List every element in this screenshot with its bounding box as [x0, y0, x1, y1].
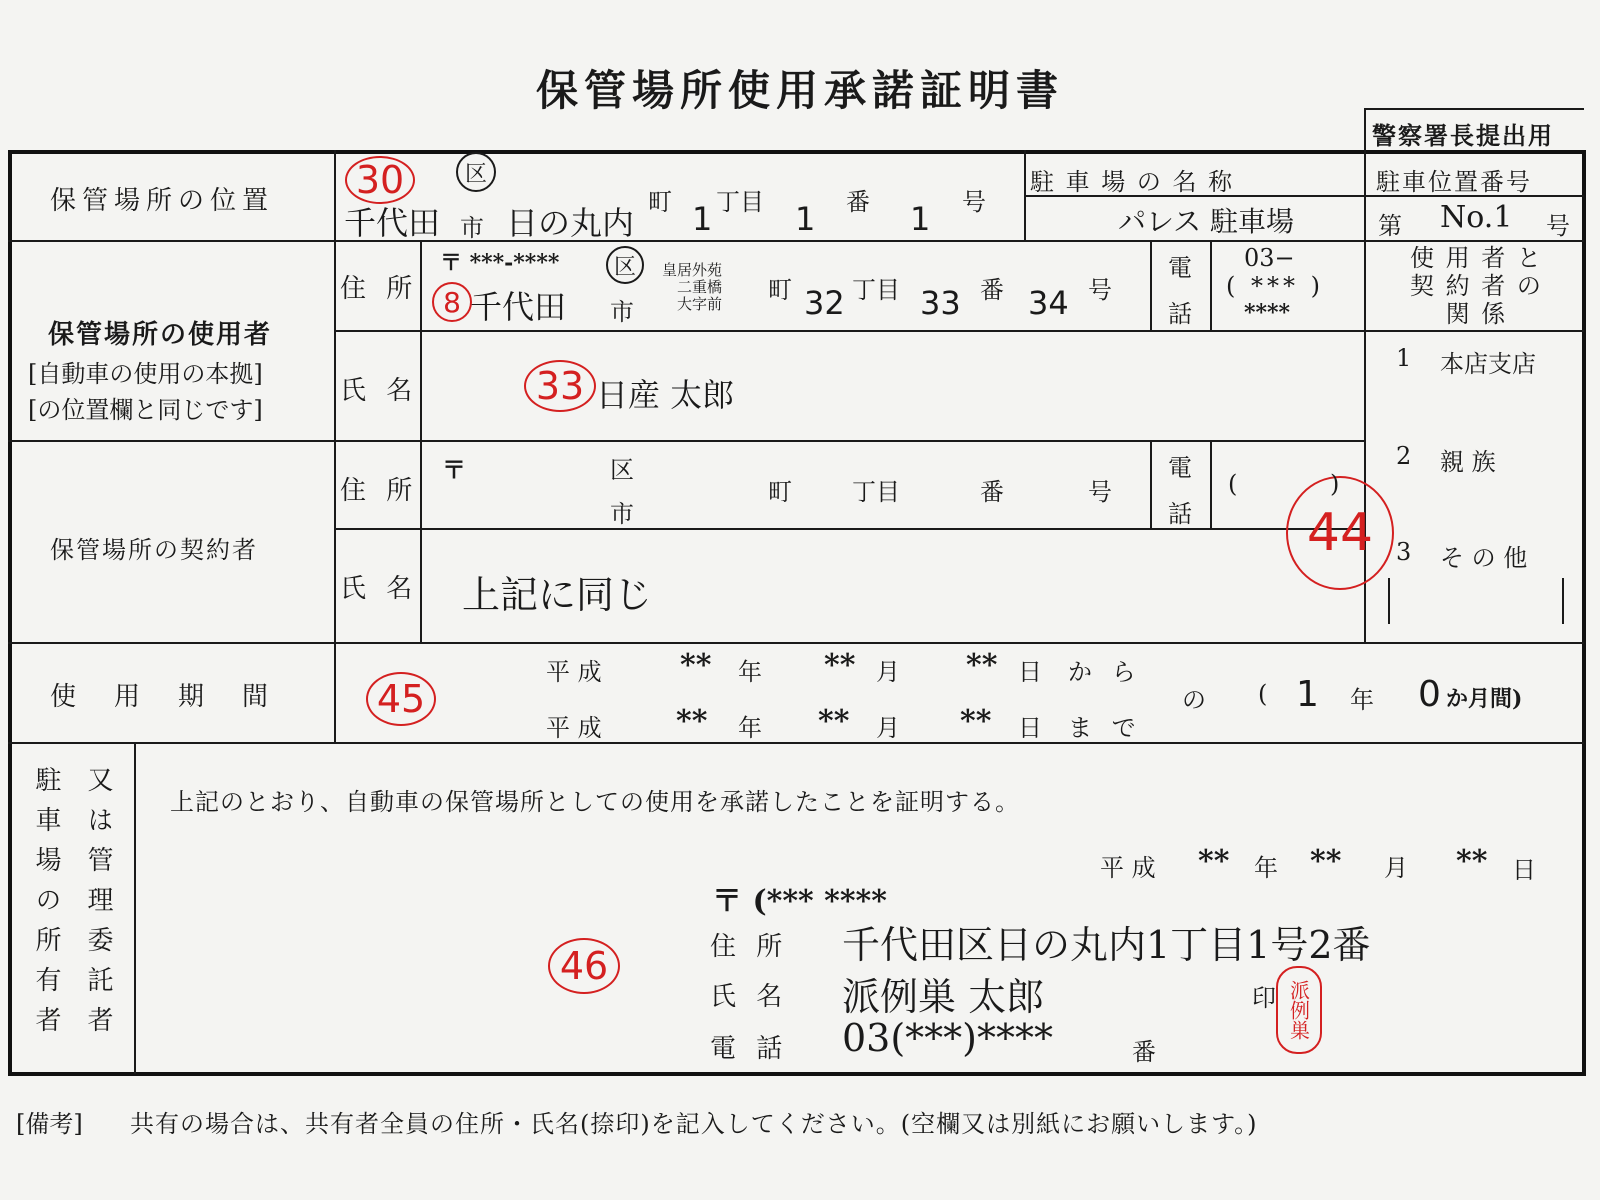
owner-phone-label: 電 話: [710, 1034, 789, 1064]
owner-date-year-unit: 年: [1254, 854, 1278, 882]
marker-30: 30: [345, 156, 415, 204]
owner-name-label: 氏 名: [710, 982, 789, 1012]
period-row2-era: 平 成: [546, 714, 602, 742]
location-go: 1: [910, 200, 931, 238]
user-phone-label-1: 電: [1168, 254, 1192, 282]
user-go-unit: 号: [1088, 276, 1112, 304]
period-row2-day-unit: 日: [1018, 714, 1042, 742]
relation-opt3-num: 3: [1396, 538, 1412, 566]
user-ban: 33: [920, 284, 961, 322]
period-paren-open: (: [1258, 680, 1268, 708]
contractor-address-label: 住 所: [340, 476, 419, 506]
marker-45: 45: [366, 672, 436, 726]
relation-label: 使 用 者 と 契 約 者 の 関 係: [1410, 244, 1543, 328]
user-section-label: 保管場所の使用者: [48, 320, 273, 350]
user-phone-line2: ( *** ): [1226, 272, 1324, 300]
user-ban-unit: 番: [980, 276, 1004, 304]
owner-statement: 上記のとおり、自動車の保管場所としての使用を承諾したことを証明する。: [170, 788, 1020, 816]
location-ban-unit: 番: [846, 188, 870, 216]
user-shi: 市: [610, 298, 634, 326]
location-city: 千代田: [344, 204, 441, 242]
period-row1-month-unit: 月: [876, 658, 900, 686]
period-years: 1: [1296, 674, 1319, 715]
contractor-machi: 町: [768, 478, 792, 506]
contractor-shi: 市: [610, 500, 634, 528]
period-row1-day: **: [966, 648, 998, 683]
period-row2-suffix: ま で: [1068, 714, 1142, 742]
user-note-line1: [自動車の使用の本拠]: [28, 360, 263, 388]
parking-name-value: パレス 駐車場: [1118, 205, 1295, 238]
location-town: 日の丸内: [506, 204, 635, 242]
contractor-ku: 区: [610, 456, 634, 484]
owner-date-day: **: [1456, 844, 1488, 879]
period-label: 使 用 期 間: [50, 682, 275, 712]
location-chome-unit: 丁目: [716, 188, 764, 216]
owner-date-day-unit: 日: [1512, 856, 1536, 884]
remarks-text: 共有の場合は、共有者全員の住所・氏名(捺印)を記入してください。(空欄又は別紙にお願いします。): [130, 1110, 1258, 1138]
marker-44: 44: [1286, 476, 1394, 590]
user-go: 34: [1028, 284, 1069, 322]
contractor-section-label: 保管場所の契約者: [50, 536, 258, 564]
owner-phone-suffix: 番: [1132, 1038, 1156, 1066]
period-row1-era: 平 成: [546, 658, 602, 686]
owner-address-value: 千代田区日の丸内1丁目1号2番: [842, 923, 1371, 967]
parking-number-suffix: 号: [1546, 212, 1570, 240]
user-note-line2: [の位置欄と同じです]: [28, 396, 263, 424]
relation-opt1-num: 1: [1396, 344, 1412, 372]
user-machi: 町: [768, 276, 792, 304]
parking-number-prefix: 第: [1378, 212, 1402, 240]
contractor-chome-unit: 丁目: [852, 478, 900, 506]
period-row2-day: **: [960, 704, 992, 739]
relation-opt3-text: そ の 他: [1440, 544, 1528, 572]
contractor-name-value: 上記に同じ: [462, 573, 653, 617]
period-row2-year: **: [676, 704, 708, 739]
period-row1-day-unit: 日: [1018, 658, 1042, 686]
contractor-ban-unit: 番: [980, 478, 1004, 506]
period-row1-year: **: [680, 648, 712, 683]
police-submission-label: 警察署長提出用: [1372, 121, 1554, 150]
remarks-label: [備考]: [16, 1110, 83, 1138]
period-row2-month-unit: 月: [876, 714, 900, 742]
period-row1-year-unit: 年: [738, 658, 762, 686]
user-phone-line1: 03−: [1244, 244, 1295, 272]
relation-opt2-num: 2: [1396, 442, 1412, 470]
parking-number-label: 駐車位置番号: [1376, 168, 1532, 196]
user-phone-line3: ****: [1244, 300, 1291, 326]
parking-name-label: 駐 車 場 の 名 称: [1030, 168, 1235, 196]
contractor-phone-label-2: 話: [1168, 500, 1192, 528]
user-chome: 32: [804, 284, 845, 322]
period-row1-suffix: か ら: [1068, 658, 1142, 686]
contractor-phone-close: ): [1330, 470, 1340, 498]
user-phone-label-2: 話: [1168, 300, 1192, 328]
location-ban: 1: [795, 200, 816, 238]
user-address-label: 住 所: [340, 274, 419, 304]
contractor-phone-label-1: 電: [1168, 454, 1192, 482]
contractor-postal: 〒: [442, 455, 466, 484]
period-row1-month: **: [824, 648, 856, 683]
relation-other-bracket: [1388, 578, 1564, 624]
owner-postal: 〒 (*** ****: [712, 884, 887, 919]
period-row2-month: **: [818, 704, 850, 739]
user-postal: 〒 ***-****: [440, 250, 560, 276]
owner-side-label-col2: 又は管理委託者: [83, 766, 113, 1046]
owner-date-month-unit: 月: [1384, 854, 1408, 882]
owner-name-value: 派例巣 太郎: [842, 975, 1045, 1019]
user-ku-circle-icon: 区: [606, 246, 644, 284]
location-go-unit: 号: [962, 188, 986, 216]
period-months: 0: [1418, 674, 1441, 715]
relation-opt1-text: 本店支店: [1440, 350, 1536, 378]
period-no: の: [1182, 686, 1206, 714]
relation-opt2-text: 親 族: [1440, 448, 1496, 476]
user-chome-unit: 丁目: [852, 276, 900, 304]
location-label: 保管場所の位置: [50, 186, 275, 216]
period-years-unit: 年: [1350, 686, 1374, 714]
marker-33: 33: [524, 360, 596, 412]
contractor-name-label: 氏 名: [340, 574, 419, 604]
marker-8: 8: [432, 282, 472, 322]
owner-date-year: **: [1198, 844, 1230, 879]
owner-seal-label: 印: [1252, 984, 1276, 1012]
marker-46: 46: [548, 938, 620, 994]
owner-phone-value: 03(***)****: [842, 1016, 1054, 1060]
user-area: 皇居外苑 二重橋 大字前: [662, 261, 723, 313]
contractor-go-unit: 号: [1088, 478, 1112, 506]
location-chome: 1: [692, 200, 713, 238]
document-title: 保管場所使用承諾証明書: [535, 66, 1064, 115]
user-city: 千代田: [470, 288, 567, 326]
location-machi: 町: [648, 188, 672, 216]
user-name-label: 氏 名: [340, 376, 419, 406]
period-months-unit: か月間): [1446, 686, 1523, 712]
ku-circle-icon: 区: [456, 152, 496, 192]
seal-stamp-icon: 派例巣: [1276, 966, 1322, 1054]
period-row2-year-unit: 年: [738, 714, 762, 742]
owner-side-label-col1: 駐車場の所有者: [31, 766, 61, 1046]
user-name-value: 日産 太郎: [596, 376, 735, 414]
owner-date-month: **: [1310, 844, 1342, 879]
owner-date-era: 平 成: [1100, 854, 1156, 882]
contractor-phone-open: (: [1228, 470, 1238, 498]
location-shi: 市: [460, 214, 484, 242]
owner-address-label: 住 所: [710, 932, 789, 962]
parking-number-value: No.1: [1440, 200, 1513, 235]
